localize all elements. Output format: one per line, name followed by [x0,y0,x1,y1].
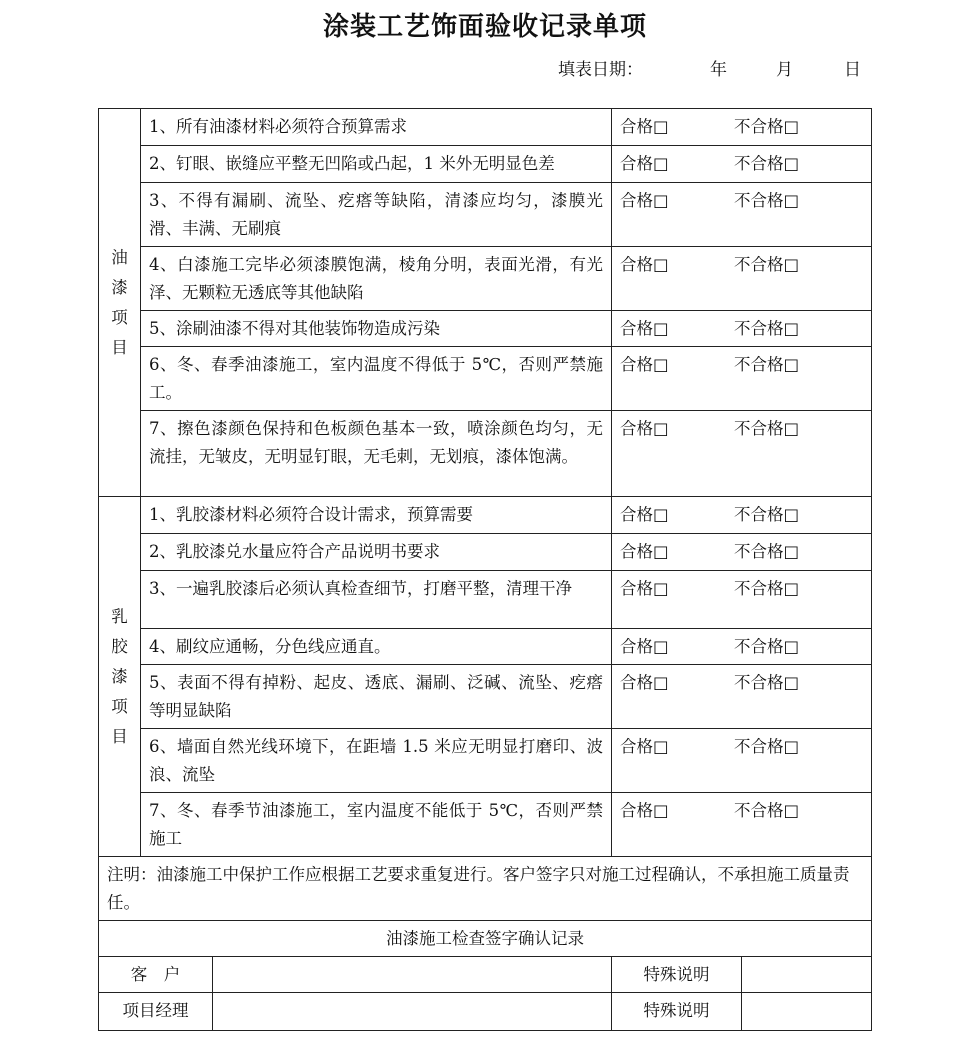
result-cell [612,793,872,857]
check-item: 1、乳胶漆材料必须符合设计需求，预算需要 [141,497,612,534]
result-cell [612,411,872,497]
pass-checkbox[interactable]: 合格□ [620,191,669,210]
fail-checkbox[interactable]: 不合格□ [734,117,800,136]
pass-checkbox[interactable]: 合格□ [620,673,669,692]
fail-checkbox[interactable]: 不合格□ [734,579,800,598]
special-note-field[interactable] [742,993,872,1031]
special-note-label: 特殊说明 [612,957,742,993]
check-item: 2、钉眼、嵌缝应平整无凹陷或凸起，1 米外无明显色差 [141,146,612,183]
result-cell [612,109,872,146]
check-item: 5、涂刷油漆不得对其他装饰物造成污染 [141,311,612,347]
pass-checkbox[interactable]: 合格□ [620,419,669,438]
fail-checkbox[interactable]: 不合格□ [734,801,800,820]
customer-label: 客 户 [99,957,213,993]
table-row [99,411,872,497]
disclaimer-note: 注明：油漆施工中保护工作应根据工艺要求重复进行。客户签字只对施工过程确认，不承担施工质量责任。 [99,857,872,921]
result-cell [612,629,872,665]
project-manager-label: 项目经理 [99,993,213,1031]
pass-checkbox[interactable]: 合格□ [620,154,669,173]
result-cell [612,571,872,629]
result-cell [612,665,872,729]
table-row [99,311,872,347]
pass-checkbox[interactable]: 合格□ [620,637,669,656]
table-row [99,497,872,534]
pass-checkbox[interactable]: 合格□ [620,801,669,820]
fill-date-label: 填表日期： [558,60,643,80]
check-item: 4、刷纹应通畅，分色线应通直。 [141,629,612,665]
section-label-oil-paint: 油 漆 项 目 [99,109,141,497]
table-row [99,183,872,247]
confirm-record-title: 油漆施工检查签字确认记录 [99,921,872,957]
signature-row [99,957,872,993]
pass-checkbox[interactable]: 合格□ [620,355,669,374]
result-cell [612,311,872,347]
table-row [99,247,872,311]
table-row [99,921,872,957]
fail-checkbox[interactable]: 不合格□ [734,154,800,173]
fail-checkbox[interactable]: 不合格□ [734,355,800,374]
signature-row [99,993,872,1031]
check-item: 3、不得有漏刷、流坠、疙瘩等缺陷，清漆应均匀，漆膜光滑、丰满、无刷痕 [141,183,612,247]
result-cell [612,183,872,247]
fail-checkbox[interactable]: 不合格□ [734,319,800,338]
result-cell [612,497,872,534]
special-note-field[interactable] [742,957,872,993]
pass-checkbox[interactable]: 合格□ [620,737,669,756]
check-item: 7、擦色漆颜色保持和色板颜色基本一致，喷涂颜色均匀，无流挂，无皱皮，无明显钉眼，无毛刺，无划痕，漆体饱满。 [141,411,612,497]
check-item: 3、一遍乳胶漆后必须认真检查细节，打磨平整，清理干净 [141,571,612,629]
fail-checkbox[interactable]: 不合格□ [734,737,800,756]
table-row [99,665,872,729]
check-item: 5、表面不得有掉粉、起皮、透底、漏刷、泛碱、流坠、疙瘩等明显缺陷 [141,665,612,729]
fail-checkbox[interactable]: 不合格□ [734,419,800,438]
table-row [99,857,872,921]
fill-date-year: 年 [710,60,727,80]
check-item: 6、墙面自然光线环境下，在距墙 1.5 米应无明显打磨印、波浪、流坠 [141,729,612,793]
fail-checkbox[interactable]: 不合格□ [734,673,800,692]
pass-checkbox[interactable]: 合格□ [620,542,669,561]
check-item: 1、所有油漆材料必须符合预算需求 [141,109,612,146]
page-title: 涂装工艺饰面验收记录单项 [322,12,647,42]
pass-checkbox[interactable]: 合格□ [620,319,669,338]
pass-checkbox[interactable]: 合格□ [620,255,669,274]
pass-checkbox[interactable]: 合格□ [620,505,669,524]
result-cell [612,534,872,571]
section-label-latex-paint: 乳 胶 漆 项 目 [99,497,141,857]
table-row [99,629,872,665]
fail-checkbox[interactable]: 不合格□ [734,255,800,274]
check-item: 6、冬、春季油漆施工，室内温度不得低于 5℃，否则严禁施工。 [141,347,612,411]
table-row [99,109,872,146]
result-cell [612,247,872,311]
check-item: 4、白漆施工完毕必须漆膜饱满，棱角分明，表面光滑，有光泽、无颗粒无透底等其他缺陷 [141,247,612,311]
table-row [99,571,872,629]
fail-checkbox[interactable]: 不合格□ [734,637,800,656]
special-note-label: 特殊说明 [612,993,742,1031]
result-cell [612,347,872,411]
table-row [99,793,872,857]
pass-checkbox[interactable]: 合格□ [620,579,669,598]
check-item: 2、乳胶漆兑水量应符合产品说明书要求 [141,534,612,571]
fail-checkbox[interactable]: 不合格□ [734,542,800,561]
table-row [99,347,872,411]
project-manager-signature-field[interactable] [213,993,612,1031]
check-item: 7、冬、春季节油漆施工，室内温度不能低于 5℃，否则严禁施工 [141,793,612,857]
fail-checkbox[interactable]: 不合格□ [734,191,800,210]
result-cell [612,146,872,183]
fill-date-month: 月 [776,60,793,80]
table-row [99,534,872,571]
fill-date-day: 日 [844,60,861,80]
result-cell [612,729,872,793]
inspection-table [98,108,872,1031]
fail-checkbox[interactable]: 不合格□ [734,505,800,524]
customer-signature-field[interactable] [213,957,612,993]
pass-checkbox[interactable]: 合格□ [620,117,669,136]
table-row [99,146,872,183]
table-row [99,729,872,793]
